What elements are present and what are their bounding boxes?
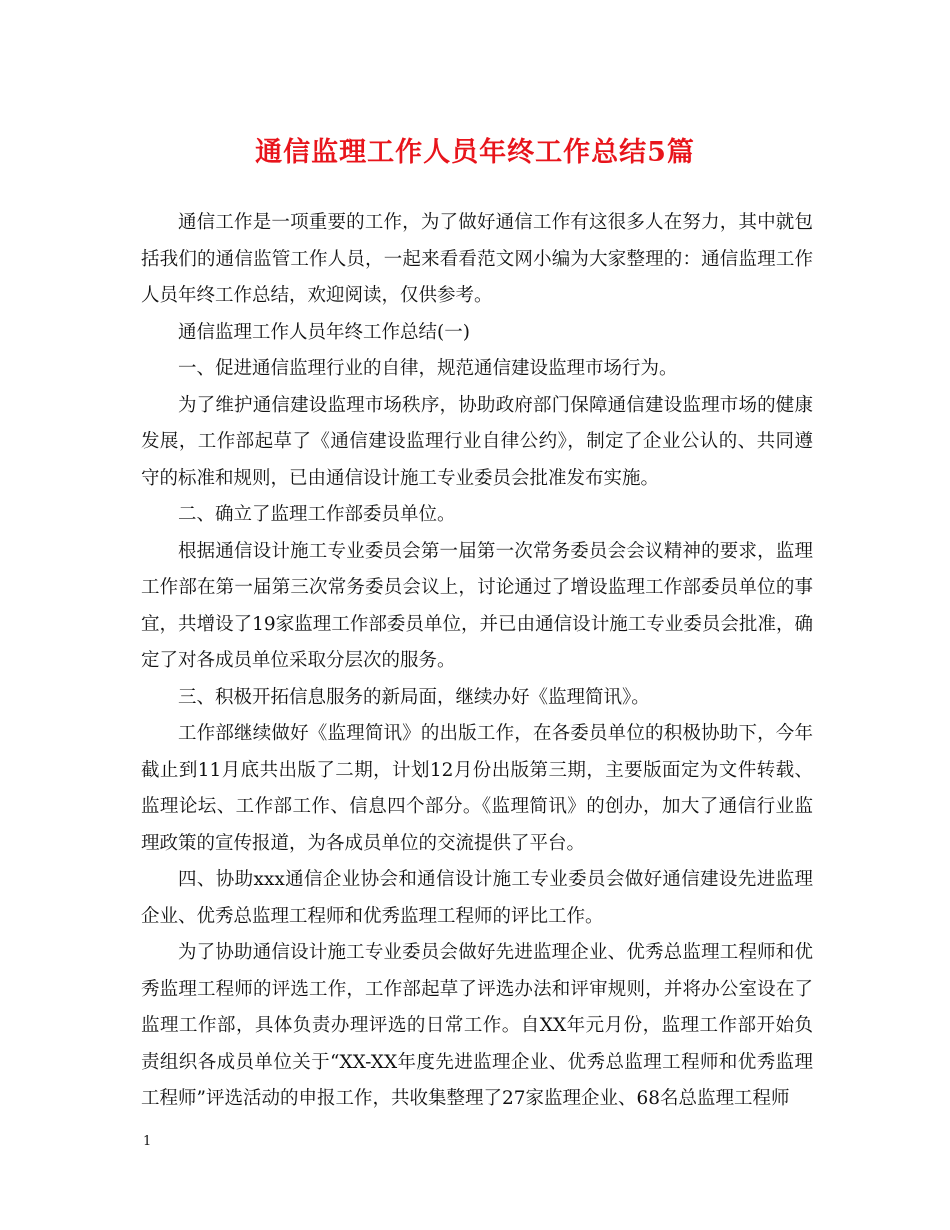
item-paragraph-four: 为了协助通信设计施工专业委员会做好先进监理企业、优秀总监理工程师和优秀监理工程师的评选工作，工作部起草了评选办法和评审规则，并将办公室设在了监理工作部，具体负责办理评选的日常工作。自XX年元月份，监理工作部开始负责组织各成员单位关于“XX-XX年度先进监理企业、优秀总监理工程师和优秀监理工程师”评选活动的申报工作，共收集整理了27家监理企业、68名总监理工程师 <box>141 942 813 1109</box>
item-paragraph-three: 工作部继续做好《监理简讯》的出版工作，在各委员单位的积极协助下，今年截止到11月底共出版了二期，计划12月份出版第三期，主要版面定为文件转载、监理论坛、工作部工作、信息四个部分。《监理简讯》的创办，加大了通信行业监理政策的宣传报道，为各成员单位的交流提供了平台。 <box>141 723 813 854</box>
item-heading-two: 二、确立了监理工作部委员单位。 <box>178 504 456 525</box>
document-title: 通信监理工作人员年终工作总结5篇 <box>255 137 695 168</box>
item-heading-one: 一、促进通信监理行业的自律，规范通信建设监理市场行为。 <box>178 358 678 379</box>
item-paragraph-two: 根据通信设计施工专业委员会第一届第一次常务委员会会议精神的要求，监理工作部在第一届第三次常务委员会议上，讨论通过了增设监理工作部委员单位的事宜，共增设了19家监理工作部委员单位，并已由通信设计施工专业委员会批准，确定了对各成员单位采取分层次的服务。 <box>141 540 813 671</box>
item-paragraph-one: 为了维护通信建设监理市场秩序，协助政府部门保障通信建设监理市场的健康发展，工作部起草了《通信建设监理行业自律公约》，制定了企业公认的、共同遵守的标准和规则，已由通信设计施工专业委员会批准发布实施。 <box>141 394 813 489</box>
section-heading-summary-one: 通信监理工作人员年终工作总结(一) <box>178 321 470 343</box>
item-heading-three: 三、积极开拓信息服务的新局面，继续办好《监理简讯》。 <box>178 686 650 708</box>
document-body <box>141 205 813 1118</box>
intro-paragraph: 通信工作是一项重要的工作，为了做好通信工作有这很多人在努力，其中就包括我们的通信监管工作人员，一起来看看范文网小编为大家整理的：通信监理工作人员年终工作总结，欢迎阅读，仅供参考。 <box>141 212 813 306</box>
page-number: 1 <box>143 1134 152 1149</box>
item-heading-four: 四、协助xxx通信企业协会和通信设计施工专业委员会做好通信建设先进监理企业、优秀总监理工程师和优秀监理工程师的评比工作。 <box>141 869 813 927</box>
